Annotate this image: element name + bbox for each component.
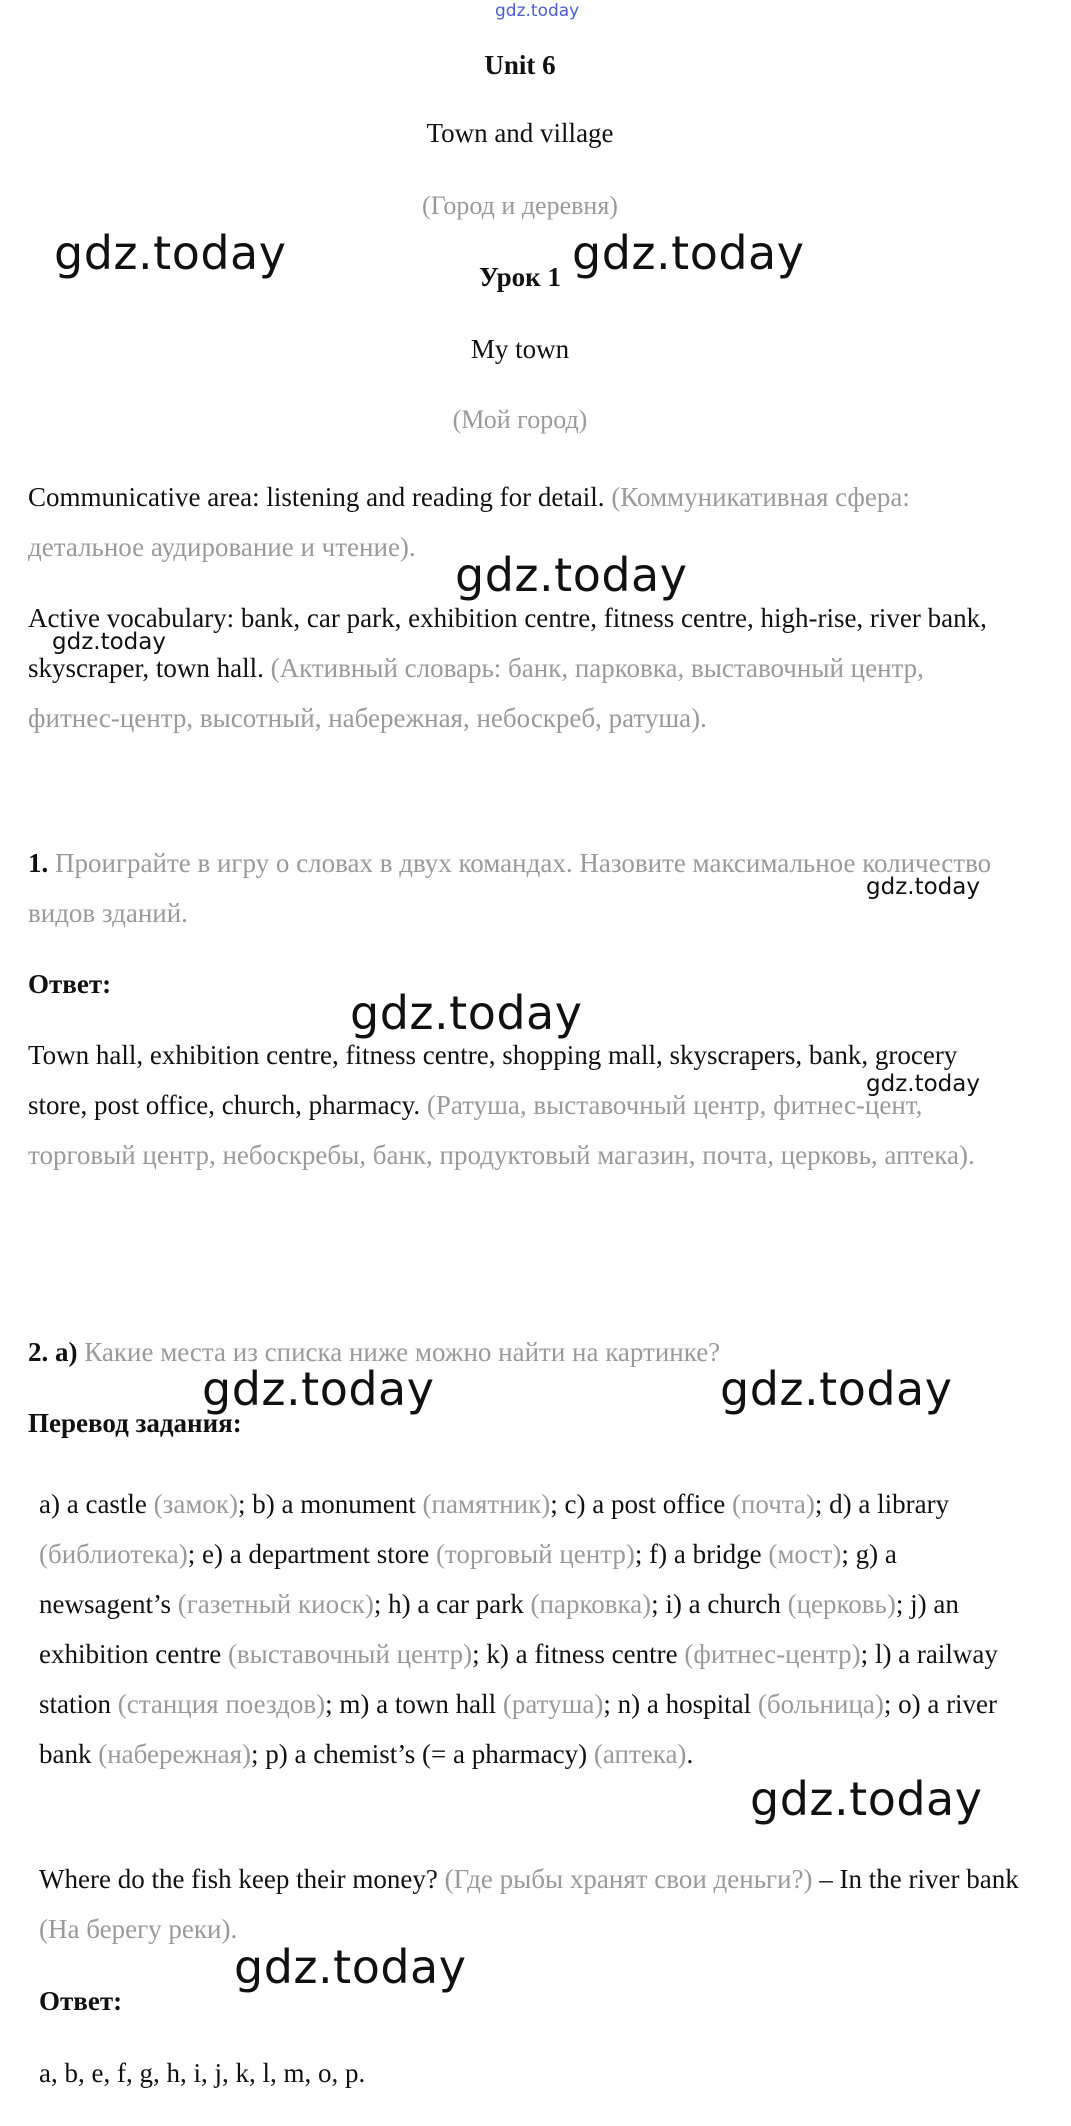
task2-translation-label: Перевод задания: xyxy=(28,1408,242,1438)
task2-text: Какие места из списка ниже можно найти на картинке? xyxy=(84,1337,721,1367)
communicative-area xyxy=(28,472,1013,572)
task1-instruction xyxy=(28,838,1013,938)
list-item-en: m) a town hall xyxy=(339,1689,497,1719)
list-separator: ; xyxy=(841,1539,856,1569)
task1-answer xyxy=(28,1030,1013,1180)
communicative-en: Communicative area: listening and reading for detail. xyxy=(28,482,605,512)
list-item-en: p) a chemist’s (= a pharmacy) xyxy=(265,1739,588,1769)
list-item-translation: (набережная) xyxy=(98,1739,252,1769)
list-separator: ; xyxy=(472,1639,487,1669)
watermark: gdz.today xyxy=(866,1071,980,1097)
list-item-translation: (мост) xyxy=(768,1539,842,1569)
list-item-en: e) a department store xyxy=(202,1539,430,1569)
list-item-translation: (выставочный центр) xyxy=(227,1639,473,1669)
list-item-en: b) a monument xyxy=(252,1489,416,1519)
list-item-translation: (газетный киоск) xyxy=(177,1589,374,1619)
watermark: gdz.today xyxy=(52,629,166,655)
joke-answer: – In the river bank xyxy=(819,1864,1019,1894)
list-item-en: i) a church xyxy=(665,1589,781,1619)
vocabulary-ru: (Активный словарь: банк, парковка, выставочный центр, фитнес-центр, высотный, набережная, небоскреб, ратуша). xyxy=(28,653,924,733)
lesson-title: My town xyxy=(470,334,570,364)
watermark: gdz.today xyxy=(750,1772,983,1826)
list-separator: ; xyxy=(550,1489,565,1519)
list-item-translation: (больница) xyxy=(757,1689,884,1719)
list-separator: ; xyxy=(187,1539,203,1569)
active-vocabulary xyxy=(28,593,1013,743)
task2-answer: a, b, e, f, g, h, i, j, k, l, m, o, p. xyxy=(39,2058,366,2088)
list-separator: ; xyxy=(895,1589,911,1619)
list-item xyxy=(265,1739,693,1769)
list-separator: ; xyxy=(860,1639,875,1669)
list-separator: . xyxy=(686,1739,694,1769)
task1-number: 1. xyxy=(28,848,49,878)
list-separator: ; xyxy=(651,1589,666,1619)
list-item-translation: (парковка) xyxy=(530,1589,652,1619)
list-item-translation: (ратуша) xyxy=(502,1689,604,1719)
list-item xyxy=(39,1489,252,1519)
joke-question-translation: (Где рыбы хранят свои деньги?) xyxy=(444,1864,813,1894)
list-item xyxy=(649,1539,856,1569)
list-item-translation: (станция поездов) xyxy=(117,1689,326,1719)
list-item xyxy=(252,1489,564,1519)
list-item-translation: (библиотека) xyxy=(39,1539,188,1569)
watermark: gdz.today xyxy=(720,1362,953,1416)
list-item-en: o) a river bank xyxy=(39,1689,998,1769)
list-item-en: f) a bridge xyxy=(649,1539,762,1569)
list-item xyxy=(618,1689,898,1719)
lesson-heading: Урок 1 xyxy=(479,262,561,292)
watermark: gdz.today xyxy=(455,548,688,602)
list-separator: ; xyxy=(325,1689,340,1719)
list-item-en: k) a fitness centre xyxy=(486,1639,678,1669)
list-separator: ; xyxy=(251,1739,266,1769)
watermark: gdz.today xyxy=(572,226,805,280)
task2-answer-label: Ответ: xyxy=(39,1986,123,2016)
joke-answer-translation: (На берегу реки). xyxy=(39,1914,238,1944)
watermark: gdz.today xyxy=(866,874,980,900)
list-item-translation: (церковь) xyxy=(787,1589,896,1619)
list-item-en: d) a library xyxy=(829,1489,950,1519)
communicative-ru: (Коммуникативная сфера: детальное аудирование и чтение). xyxy=(28,482,910,562)
list-item-en: c) a post office xyxy=(564,1489,726,1519)
task1-answer-en: Town hall, exhibition centre, fitness centre, shopping mall, skyscrapers, bank, grocery store, post office, church, pharmacy. xyxy=(28,1040,958,1120)
list-separator: ; xyxy=(603,1689,618,1719)
unit-title: Town and village xyxy=(426,118,614,148)
list-separator: ; xyxy=(238,1489,253,1519)
list-item-translation: (торговый центр) xyxy=(435,1539,635,1569)
watermark: gdz.today xyxy=(202,1362,435,1416)
list-item-translation: (памятник) xyxy=(422,1489,551,1519)
list-item-en: n) a hospital xyxy=(617,1689,752,1719)
list-item xyxy=(665,1589,910,1619)
list-item xyxy=(486,1639,875,1669)
list-separator: ; xyxy=(883,1689,899,1719)
task2-instruction xyxy=(28,1327,1013,1377)
lesson-title-translation: (Мой город) xyxy=(452,405,588,434)
list-item-translation: (замок) xyxy=(153,1489,239,1519)
list-separator: ; xyxy=(634,1539,650,1569)
joke xyxy=(39,1854,1019,1954)
watermark: gdz.today xyxy=(54,226,287,280)
task1-answer-label: Ответ: xyxy=(28,969,112,999)
list-separator: ; xyxy=(814,1489,830,1519)
joke-question: Where do the fish keep their money? xyxy=(39,1864,438,1894)
list-item xyxy=(339,1689,617,1719)
unit-heading: Unit 6 xyxy=(484,50,556,80)
watermark: gdz.today xyxy=(350,986,583,1040)
list-item-en: h) a car park xyxy=(388,1589,524,1619)
list-item xyxy=(388,1589,665,1619)
list-item-translation: (почта) xyxy=(731,1489,815,1519)
watermark: gdz.today xyxy=(234,1940,467,1994)
list-item-en: g) a newsagent’s xyxy=(39,1539,897,1619)
list-item-en: l) a railway station xyxy=(39,1639,998,1719)
list-item-en: j) an exhibition centre xyxy=(39,1589,959,1669)
task2-options-list xyxy=(39,1479,1019,1779)
list-item-translation: (фитнес-центр) xyxy=(684,1639,861,1669)
unit-title-translation: (Город и деревня) xyxy=(422,191,618,220)
watermark: gdz.today xyxy=(495,1,580,21)
list-separator: ; xyxy=(373,1589,389,1619)
task2-number: 2. a) xyxy=(28,1337,78,1367)
list-item xyxy=(202,1539,649,1569)
list-item-translation: (аптека) xyxy=(593,1739,687,1769)
task1-answer-ru: (Ратуша, выставочный центр, фитнес-цент, торговый центр, небоскребы, банк, продуктовый магазин, почта, церковь, аптека). xyxy=(28,1090,975,1170)
task1-text: Проиграйте в игру о словах в двух командах. Назовите максимальное количество видов зданий. xyxy=(28,848,992,928)
list-item-en: a) a castle xyxy=(39,1489,147,1519)
vocabulary-en: Active vocabulary: bank, car park, exhibition centre, fitness centre, high-rise, river bank, skyscraper, town hall. xyxy=(28,603,987,683)
list-item xyxy=(565,1489,830,1519)
